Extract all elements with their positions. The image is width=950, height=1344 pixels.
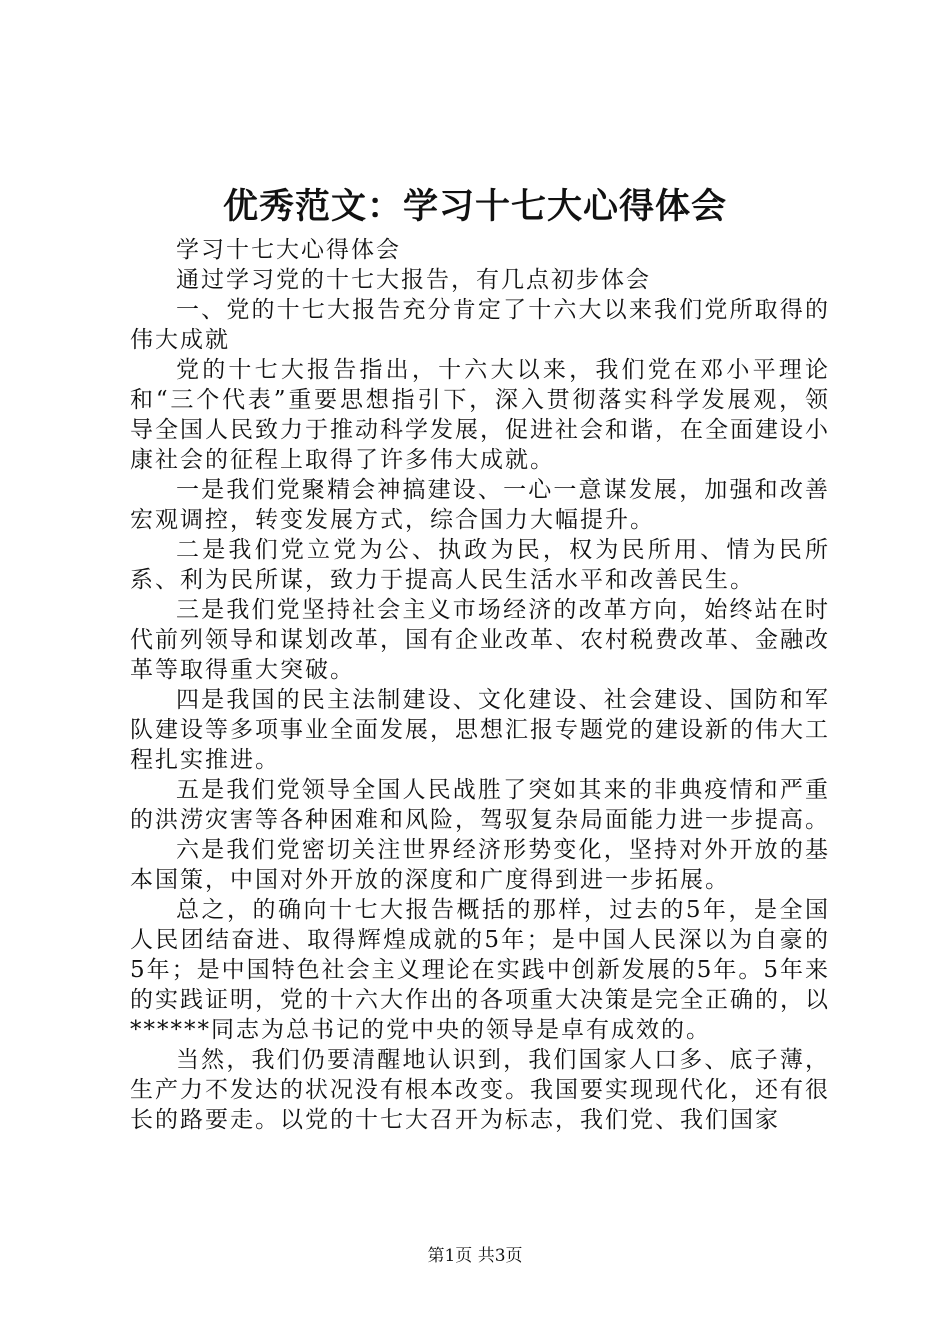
paragraph-4: 党的十七大报告指出，十六大以来，我们党在邓小平理论和“三个代表”重要思想指引下，深入贯彻落实科学发展观，领导全国人民致力于推动科学发展，促进社会和谐，在全面建设小康社会的征程上取得了许多伟大成就。 (130, 357, 830, 473)
paragraph-12: 当然，我们仍要清醒地认识到，我们国家人口多、底子薄，生产力不发达的状况没有根本改变。我国要实现现代化，还有很长的路要走。以党的十七大召开为标志，我们党、我们国家 (130, 1047, 830, 1133)
paragraph-3: 一、党的十七大报告充分肯定了十六大以来我们党所取得的伟大成就 (130, 297, 830, 353)
document-body (130, 235, 830, 1135)
paragraph-9: 五是我们党领导全国人民战胜了突如其来的非典疫情和严重的洪涝灾害等各种困难和风险，驾驭复杂局面能力进一步提高。 (130, 777, 830, 833)
paragraph-10: 六是我们党密切关注世界经济形势变化，坚持对外开放的基本国策，中国对外开放的深度和广度得到进一步拓展。 (130, 837, 830, 893)
paragraph-6: 二是我们党立党为公、执政为民，权为民所用、情为民所系、利为民所谋，致力于提高人民生活水平和改善民生。 (130, 537, 830, 593)
paragraph-2: 通过学习党的十七大报告，有几点初步体会 (176, 267, 651, 293)
paragraph-8: 四是我国的民主法制建设、文化建设、社会建设、国防和军队建设等多项事业全面发展，思想汇报专题党的建设新的伟大工程扎实推进。 (130, 687, 830, 773)
page-number-footer: 第1页 共3页 (427, 1246, 523, 1266)
paragraph-11: 总之，的确向十七大报告概括的那样，过去的5年，是全国人民团结奋进、取得辉煌成就的5年；是中国人民深以为自豪的5年；是中国特色社会主义理论在实践中创新发展的5年。5年来的实践证明，党的十六大作出的各项重大决策是完全正确的，以******同志为总书记的党中央的领导是卓有成效的。 (130, 897, 830, 1043)
paragraph-7: 三是我们党坚持社会主义市场经济的改革方向，始终站在时代前列领导和谋划改革，国有企业改革、农村税费改革、金融改革等取得重大突破。 (130, 597, 830, 683)
paragraph-1: 学习十七大心得体会 (176, 237, 401, 263)
paragraph-5: 一是我们党聚精会神搞建设、一心一意谋发展，加强和改善宏观调控，转变发展方式，综合国力大幅提升。 (130, 477, 830, 533)
document-title: 优秀范文：学习十七大心得体会 (222, 186, 727, 227)
